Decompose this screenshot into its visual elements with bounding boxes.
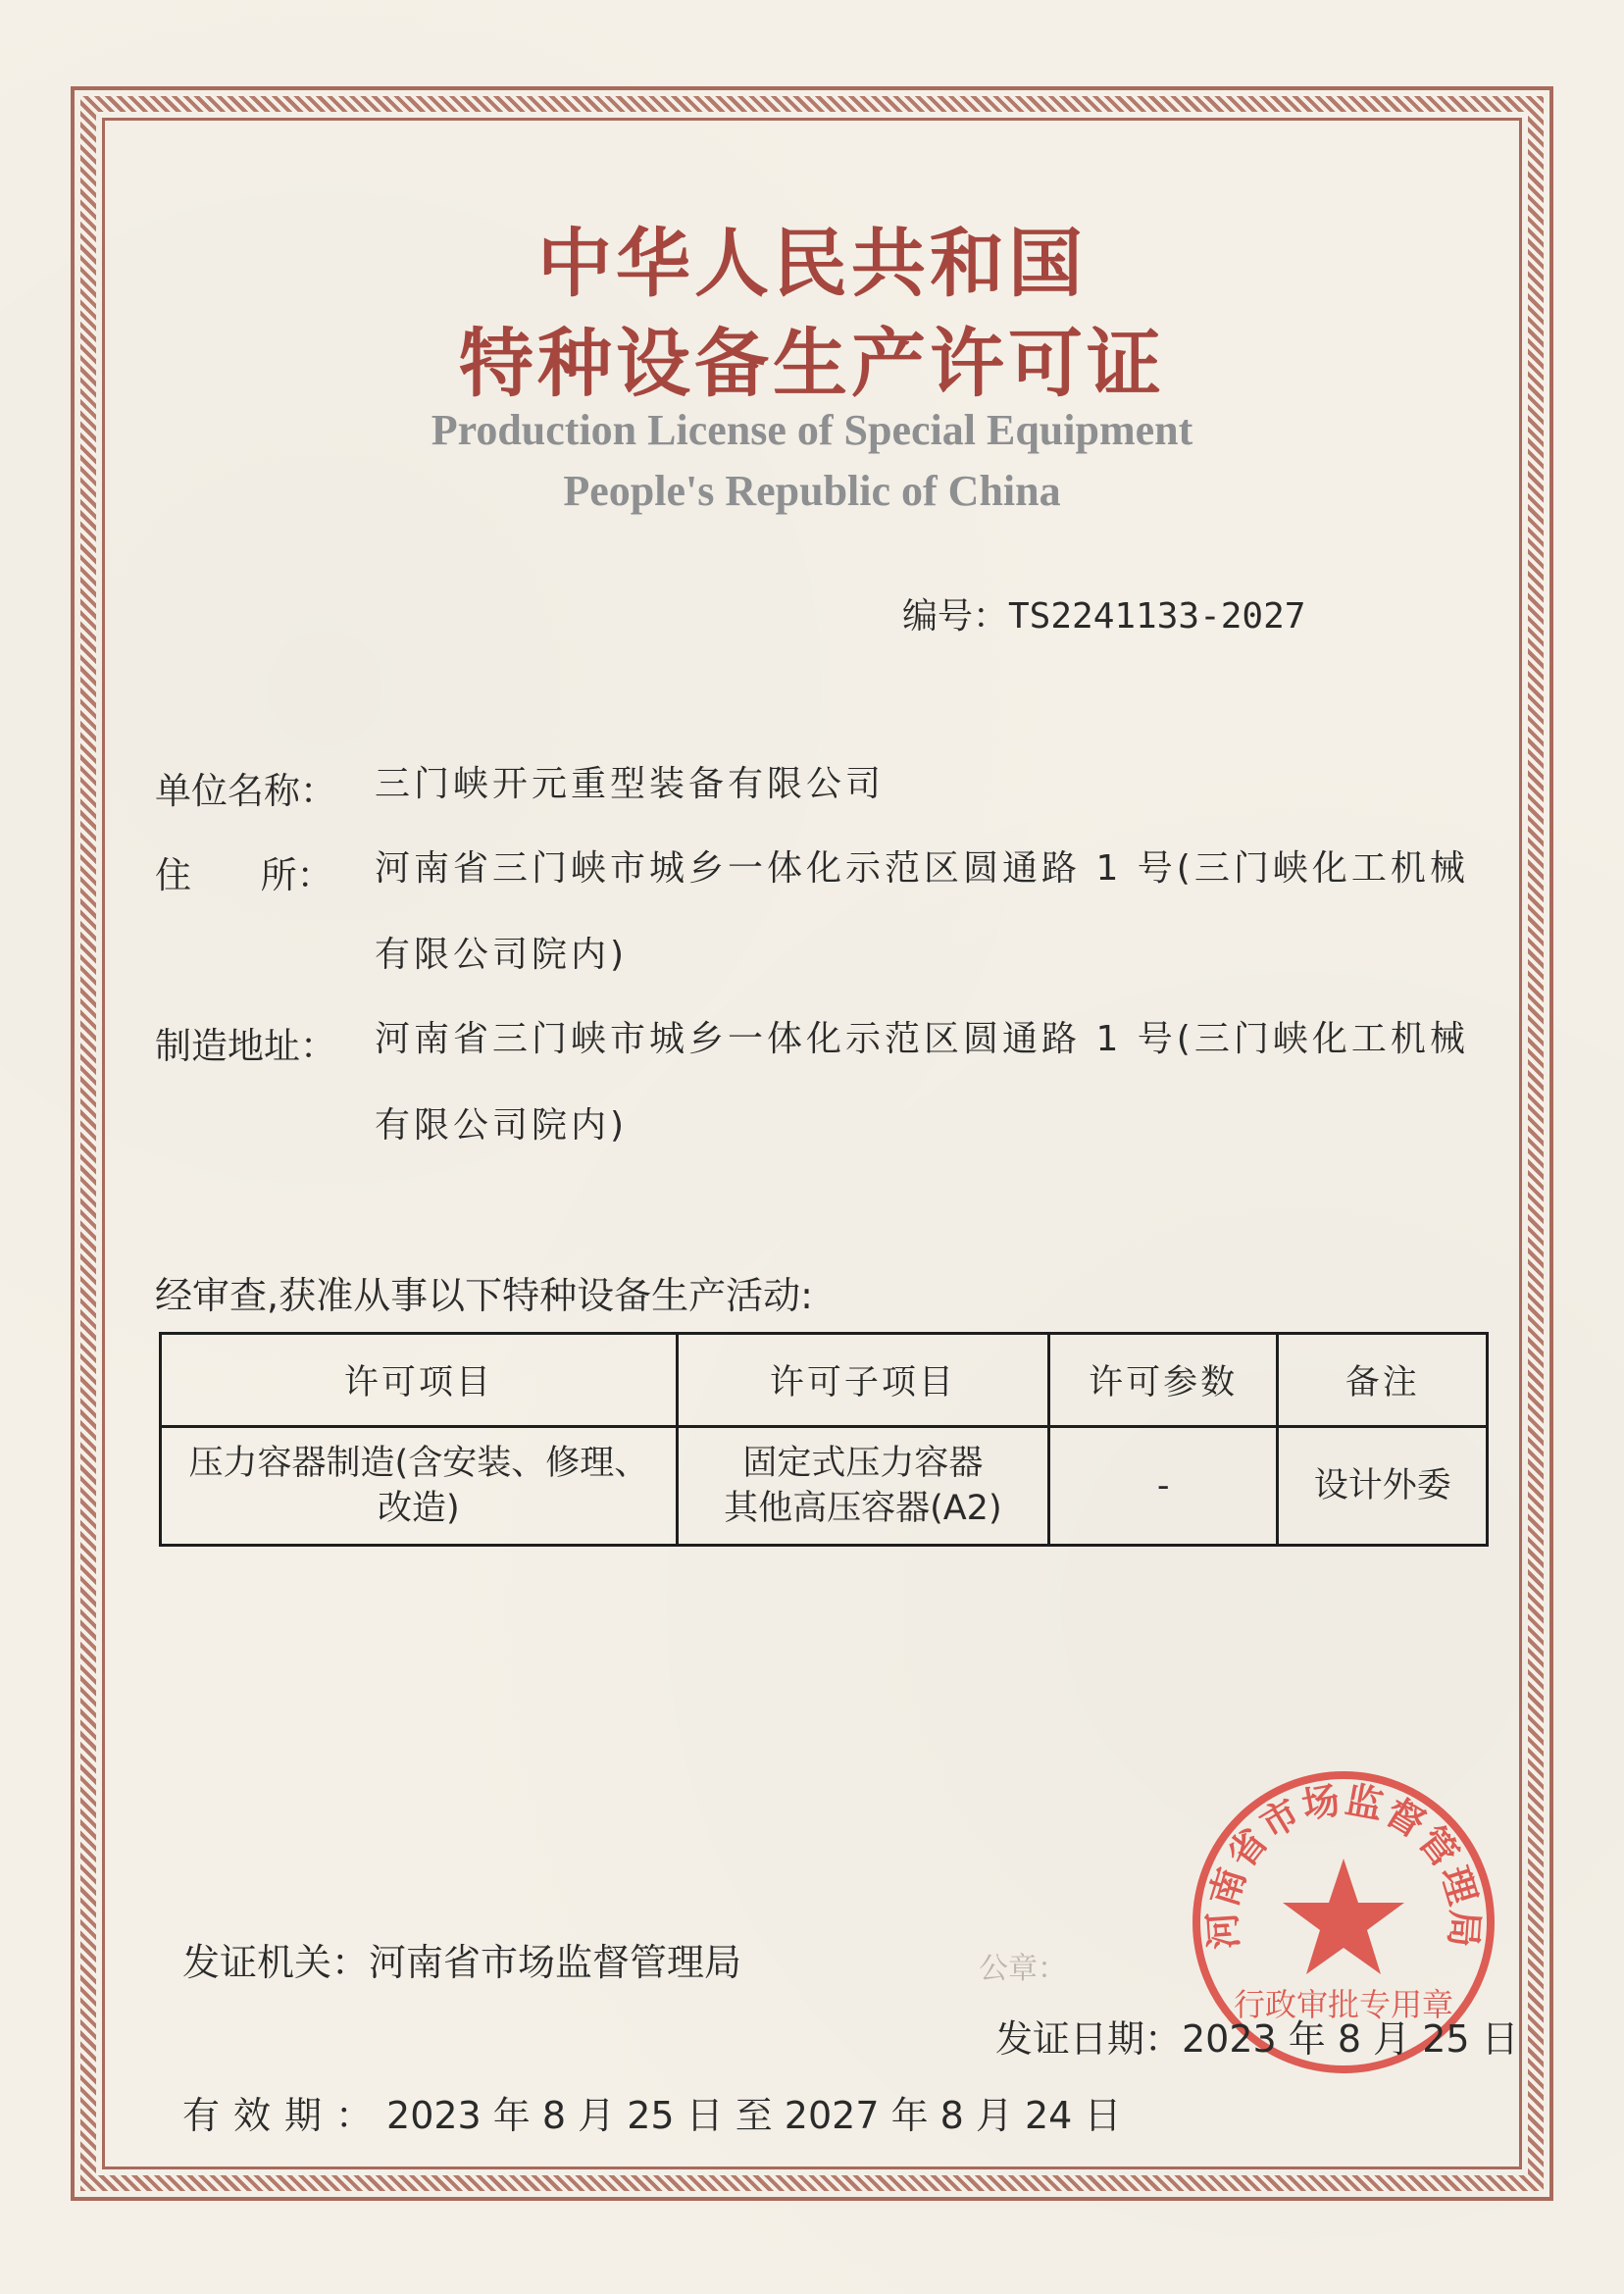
issue-date: 发证日期：2023 年 8 月 25 日 (995, 2017, 1519, 2061)
seal-label: 公章： (979, 1952, 1067, 1986)
issuing-authority: 发证机关：河南省市场监督管理局 (182, 1941, 742, 1984)
manufacturing-address-label: 制造地址： (155, 1025, 336, 1067)
permit-table (159, 1332, 1489, 1547)
permit-table-header-row (161, 1334, 1488, 1427)
approved-activities-intro: 经审查,获准从事以下特种设备生产活动: (155, 1274, 813, 1317)
title-cn-line2: 特种设备生产许可证 (459, 320, 1165, 407)
title-en-line2: People's Republic of China (563, 467, 1061, 515)
cell-remark: 设计外委 (1278, 1427, 1488, 1546)
header-remark: 备注 (1278, 1334, 1488, 1427)
validity-period (182, 2085, 1121, 2139)
validity-label: 有效期： (182, 2094, 387, 2137)
table-row (161, 1427, 1488, 1546)
manufacturing-address-value: 河南省三门峡市城乡一体化示范区圆通路 1 号(三门峡化工机械有限公司院内) (375, 1019, 1469, 1146)
subitem-line1: 固定式压力容器 (742, 1444, 984, 1483)
validity-value: 2023 年 8 月 25 日 至 2027 年 8 月 24 日 (386, 2094, 1122, 2137)
svg-text:河南省市场监督管理局: 河南省市场监督管理局 (1199, 1777, 1488, 1951)
address-value: 河南省三门峡市城乡一体化示范区圆通路 1 号(三门峡化工机械有限公司院内) (375, 848, 1469, 975)
header-permit-subitem: 许可子项目 (677, 1334, 1048, 1427)
company-value: 三门峡开元重型装备有限公司 (375, 764, 886, 804)
company-label: 单位名称： (155, 770, 336, 812)
cell-permit-parameter: - (1048, 1427, 1277, 1546)
cell-permit-item: 压力容器制造(含安装、修理、改造) (161, 1427, 678, 1546)
title-en-line1: Production License of Special Equipment (431, 406, 1193, 454)
subitem-line2: 其他高压容器(A2) (724, 1489, 1002, 1528)
svg-text:行政审批专用章: 行政审批专用章 (1233, 1986, 1454, 2023)
title-cn-line1: 中华人民共和国 (537, 220, 1087, 307)
license-number: 编号：TS2241133-2027 (902, 596, 1306, 637)
cell-permit-subitem (677, 1427, 1048, 1546)
header-permit-parameter: 许可参数 (1048, 1334, 1277, 1427)
address-label: 住 所： (155, 854, 333, 896)
header-permit-item: 许可项目 (161, 1334, 678, 1427)
